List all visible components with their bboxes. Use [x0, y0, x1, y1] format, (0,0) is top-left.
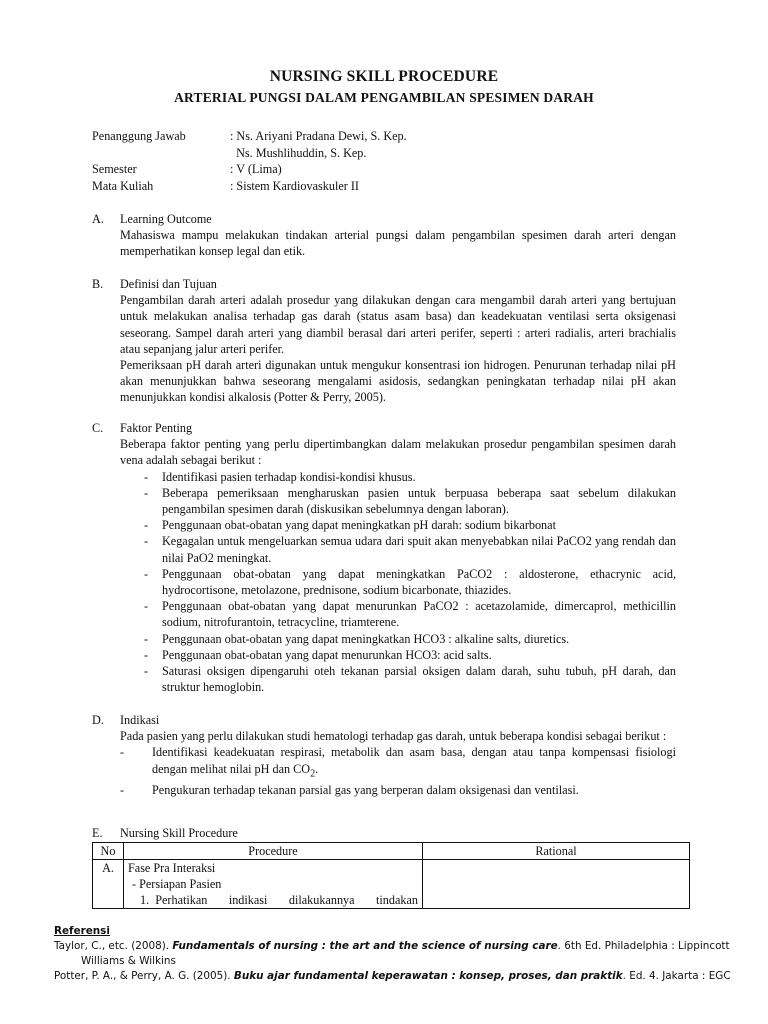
meta-key [92, 145, 230, 162]
list-item-text: Identifikasi keadekuatan respirasi, metabolik dan asam basa, dengan atau tanpa kompensasi fisiologi dengan melihat nilai pH dan CO [152, 745, 676, 776]
list-item: - Penggunaan obat-obatan yang dapat menurunkan HCO3: acid salts. [142, 647, 676, 663]
meta-row [92, 128, 407, 145]
meta-info [92, 128, 407, 194]
section-faktor-penting [92, 420, 676, 695]
section-heading [92, 211, 676, 227]
phase-label: Fase Pra Interaksi [128, 861, 216, 875]
section-indikasi [92, 712, 676, 798]
table-cell-rational [423, 860, 690, 909]
indication-list [120, 744, 676, 798]
list-item: - Penggunaan obat-obatan yang dapat meningkatkan pH darah: sodium bikarbonat [142, 517, 676, 533]
section-title: Learning Outcome [120, 212, 212, 226]
meta-row [92, 178, 407, 195]
table-row [93, 860, 690, 909]
paragraph: Pada pasien yang perlu dilakukan studi hematologi terhadap gas darah, untuk beberapa kondisi sebagai berikut : [120, 729, 667, 744]
table-cell-no: A. [93, 860, 124, 909]
column-header-rational: Rational [423, 843, 690, 860]
table-cell-procedure [124, 860, 423, 909]
reference-publisher: . Ed. 4. Jakarta : EGC [622, 970, 731, 982]
page-subtitle: ARTERIAL PUNGSI DALAM PENGAMBILAN SPESIMEN DARAH [174, 90, 594, 105]
section-heading [92, 825, 676, 841]
meta-row [92, 161, 407, 178]
references [54, 924, 754, 984]
section-letter: D. [92, 713, 104, 727]
list-item: - Penggunaan obat-obatan yang dapat meningkatkan PaCO2 : aldosterone, ethacrynic acid, hydrocortisone, metolazone, prednisone, sodium bicarbonate, thiazides. [142, 566, 676, 598]
procedure-table [92, 842, 690, 909]
section-body [120, 292, 676, 405]
section-procedure [92, 825, 676, 841]
sub-phase-label: - Persiapan Pasien [132, 877, 222, 891]
column-header-procedure: Procedure [124, 843, 423, 860]
section-letter: A. [92, 212, 104, 226]
page-title: NURSING SKILL PROCEDURE [269, 68, 499, 85]
paragraph: Pemeriksaan pH darah arteri digunakan untuk mengukur konsentrasi ion hidrogen. Penurunan terhadap nilai pH akan menunjukkan bahwa seseorang mengalami asidosis, sedangkan peningkatan terhadap nilai pH akan menunjukkan kondisi alkalosis (Potter & Perry, 2005). [120, 358, 676, 405]
section-title: Indikasi [120, 713, 160, 727]
table-header-row [93, 843, 690, 860]
section-heading [92, 420, 676, 436]
section-heading [92, 712, 676, 728]
section-letter: E. [92, 826, 103, 840]
paragraph: Pengambilan darah arteri adalah prosedur yang dilakukan dengan cara mengambil darah arteri yang bertujuan untuk melakukan analisa terhadap gas darah (status asam basa) dan keadekuatan ventilasi serta oksigenasi seseorang. Sampel darah arteri yang diambil berasal dari arteri perifer, seperti : arteri radialis, arteri brachialis atau sepanjang jalur arteri perifer. [120, 293, 676, 356]
reference-title: Buku ajar fundamental keperawatan : konsep, proses, dan praktik [233, 970, 623, 982]
meta-value: : V (Lima) [230, 162, 282, 176]
references-heading: Referensi [54, 925, 110, 937]
reference-author: Potter, P. A., & Perry, A. G. (2005). [54, 970, 234, 982]
reference-item [54, 939, 754, 969]
meta-key: Penanggung Jawab [92, 129, 186, 143]
list-item-text: . [315, 761, 319, 776]
list-item: - Beberapa pemeriksaan mengharuskan pasien untuk berpuasa beberapa saat sebelum dilakukan pengambilan spesimen darah (diskusikan sebelumnya dengan laboran). [142, 485, 676, 517]
section-letter: B. [92, 277, 104, 291]
paragraph: Mahasiswa mampu melakukan tindakan arterial pungsi dalam pengambilan spesimen darah arteri dengan memperhatikan konsep legal dan etik. [120, 228, 676, 259]
section-heading [92, 276, 676, 292]
section-title: Definisi dan Tujuan [120, 277, 217, 291]
step-word: 1. Perhatikan [140, 893, 208, 907]
section-title: Nursing Skill Procedure [120, 826, 238, 840]
step-word: dilakukannya [288, 893, 355, 907]
factor-list [120, 469, 676, 696]
meta-key: Mata Kuliah [92, 178, 154, 193]
meta-value: : Ns. Ariyani Pradana Dewi, S. Kep. [230, 129, 407, 143]
meta-key: Semester [92, 162, 137, 176]
list-item [120, 744, 676, 782]
list-item: - Penggunaan obat-obatan yang dapat menurunkan PaCO2 : acetazolamide, dimercaprol, methicillin sodium, nitrofurantoin, tetracycline, triamterene. [142, 598, 676, 630]
section-body [120, 728, 676, 798]
reference-author: Taylor, C., etc. (2008). [54, 940, 173, 952]
meta-value: : Sistem Kardiovaskuler II [230, 178, 359, 193]
meta-row [92, 145, 407, 162]
reference-publisher: . 6th Ed. Philadelphia : Lippincott Williams & Wilkins [81, 940, 730, 967]
list-item: - Kegagalan untuk mengeluarkan semua udara dari spuit akan menyebabkan nilai PaCO2 yang rendah dan nilai PaO2 meningkat. [142, 533, 676, 565]
section-definisi [92, 276, 676, 406]
reference-item [54, 969, 754, 984]
list-item: - Pengukuran terhadap tekanan parsial gas yang berperan dalam oksigenasi dan ventilasi. [120, 782, 676, 798]
step-word: indikasi [228, 893, 268, 907]
list-item: - Identifikasi pasien terhadap kondisi-kondisi khusus. [142, 469, 676, 485]
list-item: - Penggunaan obat-obatan yang dapat meningkatkan HCO3 : alkaline salts, diuretics. [142, 631, 676, 647]
section-title: Faktor Penting [120, 421, 193, 435]
step-word: tindakan [376, 893, 418, 907]
list-item: - Saturasi oksigen dipengaruhi oteh tekanan parsial oksigen dalam darah, suhu tubuh, pH darah, dan struktur hemoglobin. [142, 663, 676, 695]
procedure-step [128, 892, 418, 908]
section-learning-outcome [92, 211, 676, 260]
section-body [120, 227, 676, 259]
section-letter: C. [92, 421, 104, 435]
column-header-no: No [93, 843, 124, 860]
paragraph: Beberapa faktor penting yang perlu dipertimbangkan dalam melakukan prosedur pengambilan spesimen darah vena adalah sebagai berikut : [120, 437, 676, 468]
section-body [120, 436, 676, 695]
meta-value: Ns. Mushlihuddin, S. Kep. [230, 145, 367, 160]
subscript: 2 [310, 768, 316, 780]
reference-title: Fundamentals of nursing : the art and the science of nursing care [172, 940, 558, 952]
